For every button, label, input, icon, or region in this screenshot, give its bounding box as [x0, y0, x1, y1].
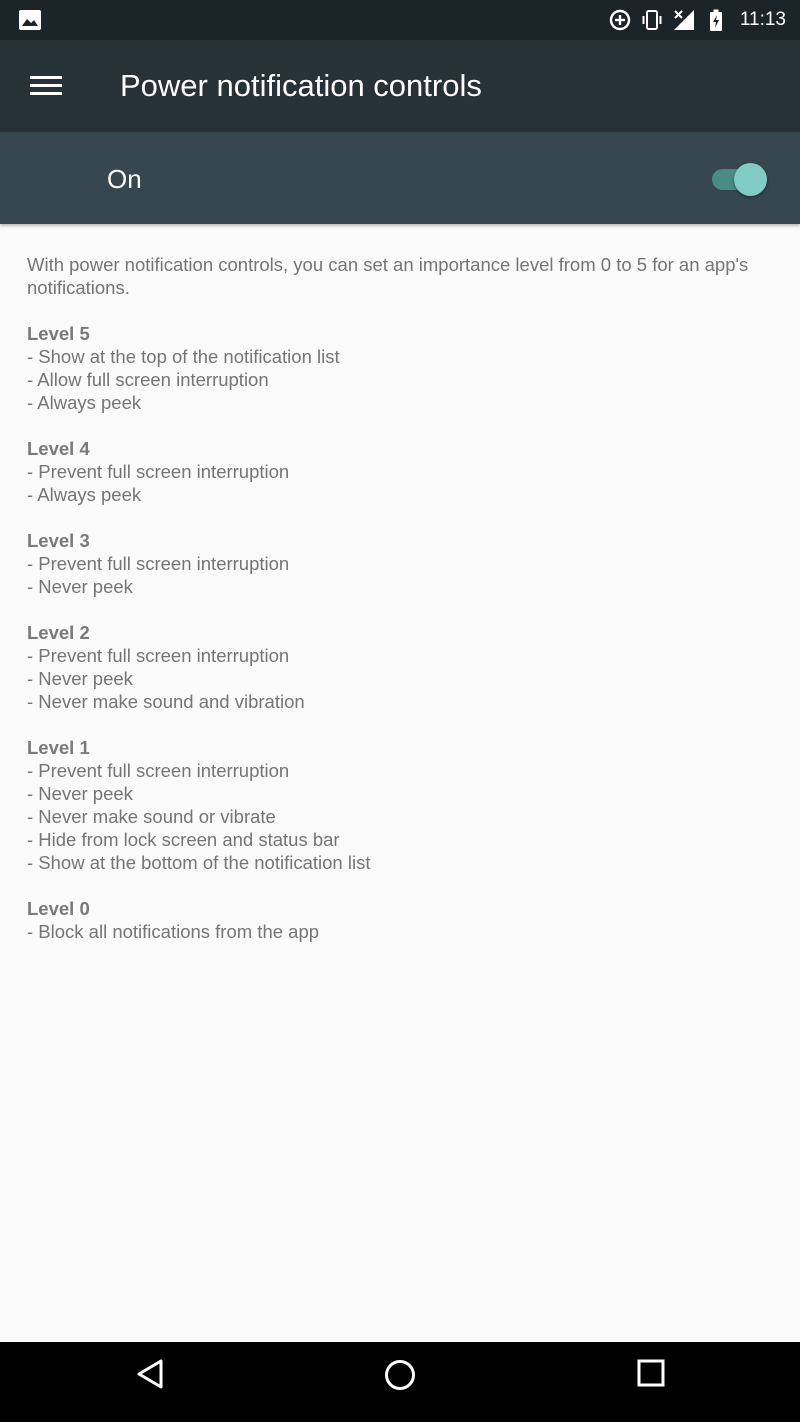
level-title: Level 1	[27, 737, 90, 758]
level-item: - Never peek	[27, 576, 133, 597]
level-item: - Block all notifications from the app	[27, 921, 320, 942]
level-title: Level 0	[27, 898, 90, 919]
level-item: - Allow full screen interruption	[27, 369, 269, 390]
menu-button[interactable]	[20, 62, 72, 110]
battery-charging-icon	[704, 8, 728, 32]
level-item: - Show at the top of the notification list	[27, 346, 340, 367]
switch-label: On	[107, 164, 142, 194]
data-saver-icon	[608, 8, 632, 32]
intro-text: With power notification controls, you can set an importance level from 0 to 5 for an app's notifications.	[27, 254, 749, 298]
level-block-5	[27, 322, 767, 414]
level-item: - Prevent full screen interruption	[27, 760, 290, 781]
level-item: - Always peek	[27, 484, 142, 505]
status-icons	[608, 0, 786, 40]
level-title: Level 5	[27, 323, 90, 344]
level-block-4	[27, 437, 767, 506]
image-notification-icon	[18, 9, 42, 31]
back-icon	[135, 1358, 165, 1390]
home-icon	[383, 1358, 417, 1392]
level-block-1	[27, 736, 767, 874]
master-switch-bar[interactable]	[0, 132, 800, 224]
app-toolbar	[0, 40, 800, 132]
back-button[interactable]	[120, 1358, 180, 1406]
level-item: - Prevent full screen interruption	[27, 645, 290, 666]
level-item: - Show at the bottom of the notification list	[27, 852, 371, 873]
vibrate-icon	[640, 8, 664, 32]
level-item: - Never make sound and vibration	[27, 691, 305, 712]
status-time: 11:13	[739, 9, 786, 30]
recents-button[interactable]	[621, 1358, 681, 1406]
home-button[interactable]	[370, 1358, 430, 1406]
navigation-bar	[0, 1342, 800, 1422]
level-item: - Always peek	[27, 392, 142, 413]
recents-icon	[636, 1358, 666, 1388]
level-item: - Never peek	[27, 668, 133, 689]
level-title: Level 3	[27, 530, 90, 551]
level-block-2	[27, 621, 767, 713]
level-title: Level 4	[27, 438, 90, 459]
no-signal-icon	[672, 8, 696, 32]
level-item: - Prevent full screen interruption	[27, 461, 290, 482]
master-toggle-switch[interactable]	[706, 160, 770, 200]
status-bar	[0, 0, 800, 40]
level-item: - Prevent full screen interruption	[27, 553, 290, 574]
level-item: - Never make sound or vibrate	[27, 806, 276, 827]
level-item: - Never peek	[27, 783, 133, 804]
level-block-0	[27, 897, 767, 943]
description-content	[27, 253, 767, 966]
level-item: - Hide from lock screen and status bar	[27, 829, 340, 850]
level-title: Level 2	[27, 622, 90, 643]
toggle-thumb	[734, 163, 767, 196]
page-title: Power notification controls	[120, 68, 482, 103]
level-block-3	[27, 529, 767, 598]
menu-icon	[30, 76, 62, 96]
